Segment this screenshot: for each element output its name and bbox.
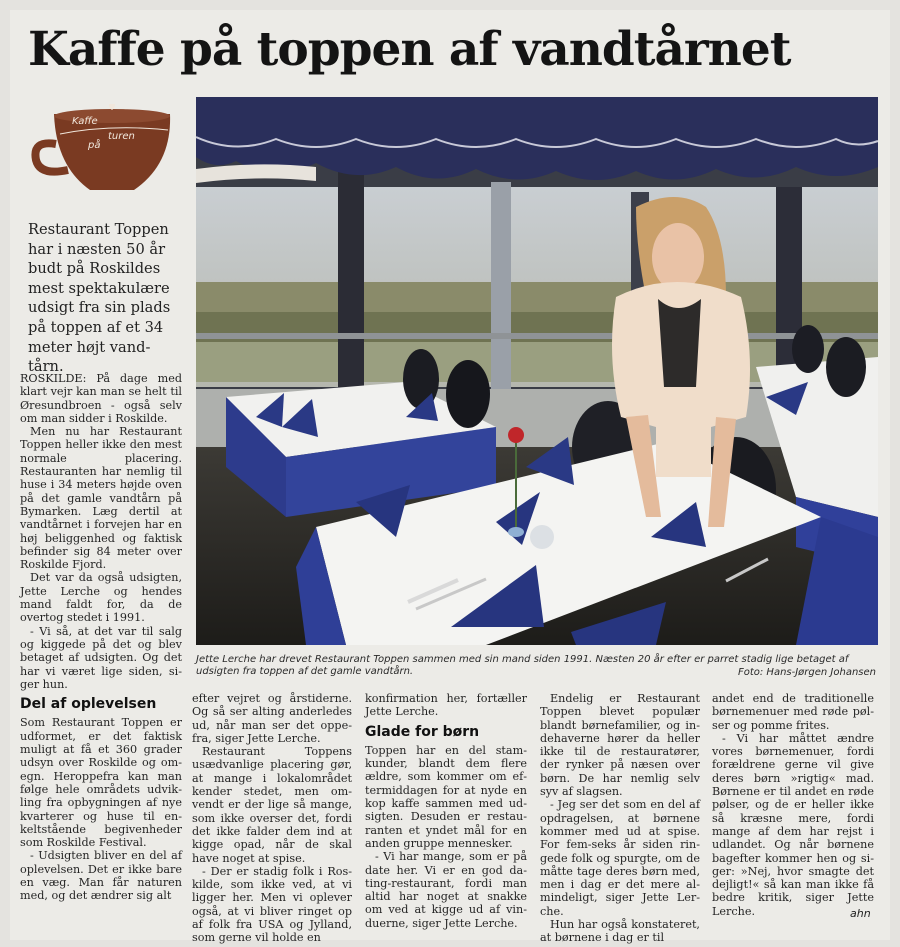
paragraph: Det var da også udsigten, Jette Lerche og hendes mand faldt for, da de overtog stedet i 1991. (20, 571, 182, 625)
paragraph: - Vi har måttet ændre vores børnemenuer, fordi forældrene gerne vil give deres børn »rigtig« mad. Børnene er til andet en røde pølser, og de er heller ikke så kræsne mere, fordi mange af dem har rejst i udlandet. Og når børnene bagefter kommer hen og siger: »Nej, hvor smagte det dejligt!« så kan man ikke få bedre kritik, siger Jette Lerche. (712, 731, 874, 918)
paragraph: efter vejret og årstiderne. Og så ser alting anderledes ud, når man ser det oppefra, siger Jette Lerche. (192, 692, 352, 745)
subheading-glade-for-boern: Glade for børn (365, 723, 480, 740)
article-column-1 (20, 372, 182, 903)
paragraph: Som Restaurant Toppen er udformet, er det faktisk muligt at få et 360 grader udsyn over Roskilde og omegn. Heroppefra kan man følge hele områdets udvikling fra opbygningen af nye kvarterer og huse til enkeltstående begivenheder som Roskilde Festival. (20, 716, 182, 850)
paragraph: konfirmation her, fortæller Jette Lerche. (365, 692, 527, 719)
article-column-5 (712, 692, 874, 918)
paragraph: - Vi har mange, som er på date her. Vi er en god dating-restaurant, fordi man altid har noget at snakke om ved at kigge ud af vinduerne, siger Jette Lerche. (365, 850, 527, 930)
paragraph: Toppen har en del stamkunder, blandt dem flere ældre, som kommer om eftermiddagen for at nyde en kop kaffe sammen med udsigten. Desuden er restauranten et yndet mål for en anden gruppe mennesker. (365, 743, 527, 850)
restaurant-photo (196, 97, 878, 645)
paragraph: Men nu har Restaurant Toppen heller ikke den mest normale placering. Restauranten har nemlig til huse i 34 meters højde oven på det gamle vandtårn på Bymarken. Læg dertil at vandtårnet i forvejen har en høj beliggenhed og faktisk befinder sig 84 meter over Roskilde Fjord. (20, 425, 182, 572)
paragraph: - Jeg ser det som en del af opdragelsen, at børnene kommer med ud at spise. For fem-seks år siden ringede folk og spurgte, om de måtte tage deres børn med, men i dag er det mere almindeligt, siger Jette Lerche. (540, 798, 700, 918)
photo-credit: Foto: Hans-Jørgen Johansen (737, 667, 876, 678)
paragraph: - Vi så, at det var til salg og kiggede på det og blev betaget af udsigten. Og det har vi været lige siden, siger hun. (20, 624, 182, 691)
article-column-4 (540, 692, 700, 945)
logo-text-kaffe: Kaffe (72, 116, 98, 127)
subheading-del-af-oplevelsen: Del af oplevelsen (20, 696, 157, 713)
coffee-cup-icon (30, 104, 178, 200)
article-column-3 (365, 692, 527, 930)
headline: Kaffe på toppen af vandtårnet (28, 22, 791, 77)
article-column-2 (192, 692, 352, 945)
kaffe-paa-turen-logo (30, 104, 178, 200)
paragraph: andet end de traditionelle børnemenuer med røde pølser og pomme frites. (712, 692, 874, 732)
intro-paragraph: Restaurant Toppen har i næsten 50 år budt på Roskildes mest spektakulære udsigt fra sin plads på toppen af et 34 meter højt vandtårn. (28, 221, 171, 376)
logo-text-turen: turen (108, 131, 135, 142)
paragraph: Restaurant Toppens usædvanlige placering gør, at mange i lokalområdet kender stedet, men omvendt er der lige så mange, som ikke overser det, fordi det ikke falder dem ind at kigge opad, når de skal have noget at spise. (192, 745, 352, 865)
photo-caption: Jette Lerche har drevet Restaurant Toppen sammen med sin mand siden 1991. Næsten 20 år efter er parret stadig lige betaget af udsigten fra toppen af det gamle vandtårn. (196, 654, 849, 678)
paragraph: Hun har også konstateret, at børnene i dag er til (540, 918, 700, 945)
author-signature: ahn (850, 907, 871, 920)
paragraph: - Udsigten bliver en del af oplevelsen. Det er ikke bare en væg. Man får naturen med, og det ændrer sig alt (20, 849, 182, 903)
logo-text-paa: på (88, 140, 101, 151)
paragraph: Endelig er Restaurant Toppen blevet populær blandt børnefamilier, og indehaverne hører da heller ikke til de restauratører, der rynker på næsen over børn. De har nemlig selv syv af slagsen. (540, 692, 700, 799)
paragraph: - Der er stadig folk i Roskilde, som ikke ved, at vi ligger her. Men vi oplever også, at vi bliver ringet op af folk fra USA og Jylland, som gerne vil holde en (192, 864, 352, 945)
paragraph: ROSKILDE: På dage med klart vejr kan man se helt til Øresundbroen - også selv om man sidder i Roskilde. (20, 372, 182, 425)
